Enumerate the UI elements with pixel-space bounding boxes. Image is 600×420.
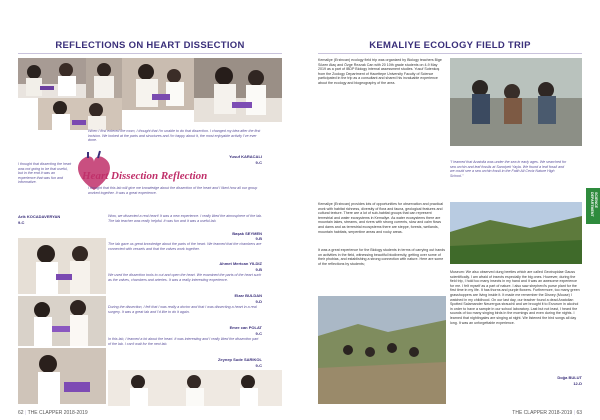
field-trip-photo-3: [318, 296, 446, 404]
right-page: [300, 0, 600, 420]
right-footer: THE CLAPPER 2018-2019 | 63: [512, 410, 582, 416]
left-footer: 62 | THE CLAPPER 2018-2019: [18, 410, 88, 416]
student-quote-3: We used the dissection tools to cut and open the heart. We examined the parts of the heart such as the valves, chambers and arteries. It was a really interesting experience.: [108, 273, 262, 282]
left-page-title: REFLECTIONS ON HEART DISSECTION: [55, 40, 245, 51]
intro-quote: When I first entered the room, I thought that I'm unable to do that dissection. I changed my idea after the first incision. We looked at the parts and structures and I'm happy about it, the most enjoyable activity I’ve ever done.: [88, 129, 261, 143]
student-quote-1-signature: Başak SEYMEN: [232, 231, 262, 236]
science-department-tab: [586, 188, 600, 224]
dissection-photo-7: [18, 296, 106, 346]
side-tab-label: SCIENCE DEPARTMENT: [590, 192, 598, 217]
student-quote-1-class: 9-B: [255, 236, 262, 241]
dissection-photo-1: [18, 58, 86, 98]
main-paragraph-1: Kemaliye (Erzincan) provides lots of opportunities for observation and practical work with habitat richness, diversity of flora and fauna, geological features and cultural texture. There are a lot of sub-habitat groups that can represent terrestrial and water ecosystems in Kemaliye. As water ecosystems there are mountain lakes, streams, and rivers with strong currents, slow and calm flows and dams and as terrestrial ecosystems there are steppe, forests, wetlands, mountain habitats, serpentine areas and rocky areas.: [318, 202, 444, 234]
heart-dissection-subhead: Heart Dissection Reflection: [82, 170, 208, 182]
right-title-banner: [318, 41, 582, 54]
field-trip-photo-2: [450, 202, 582, 264]
student-quote-4: During the dissection, I felt that I was really a doctor and that I was dissecting a heart in a real surgery. It was a great lab and I'd like to do it again.: [108, 305, 257, 314]
student-quote-5-signature: Zeynep Sude SARIKOL: [217, 357, 262, 362]
left-footer-text: THE CLAPPER 2018-2019: [27, 410, 88, 416]
intro-quote-class: 9-C: [255, 160, 262, 165]
student-quote-2-class: 9-B: [255, 267, 262, 272]
reflection-class: 12-D: [573, 381, 582, 386]
student-quote-1: Wow, we dissected a real heart! It was a new experience. I really liked the atmosphere of the lab. The lab teacher was really helpful. It was fun and it was a useful lab.: [108, 214, 263, 223]
dissection-photo-4: [194, 58, 282, 122]
student-quote-3-class: 9-D: [255, 299, 262, 304]
student-quote-5: In this lab, I learned a lot about the heart. It was interesting and I really liked the dissection part of the lab. I can't wait for the next lab.: [108, 337, 259, 346]
side-quote-class: 9-C: [18, 220, 25, 225]
intro-quote-signature: Yusuf KARACALI: [229, 154, 262, 159]
left-page-number: 62: [18, 410, 24, 416]
student-quote-2-signature: Ahmet Mertcan YILDIZ: [219, 261, 262, 266]
reflection-signature: Doğa BULUT: [557, 375, 582, 380]
dissection-photo-5: [38, 98, 122, 130]
subhead-paragraph: I thought that this lab will give me knowledge about the dissection of the heart and I liked how all our group worked together. It was a great experience.: [88, 186, 258, 195]
right-footer-text: THE CLAPPER 2018-2019: [512, 410, 573, 416]
dissection-photo-2: [86, 58, 122, 98]
dissection-photo-6: [18, 238, 106, 294]
reflection-paragraph: Museum: We also observed dung beetles which are called Geotrupidae Gauss scientifically. I am afraid of insects especially the big ones. However, during the field trip, I hold too many insects in my hand and it was an awesome experience for me. I felt myself as a part of nature. I also saw shepherd's purse plant for the first time in my life. It has thorns and purple flowers. Furthermore, too many green grasshoppers are living inside it. It made me remember the Disney (Mouse) I watched in my childhood. On our last day, our teacher found a dead Anatolian Spotted Salamander Neurergus strauchii and we brought it to Erzurum in alcohol in order to have a sample in our school laboratory. Last but not least, I heard the sounds of too many singing birds in the mornings and even during the nights. I learned that nightingales are singing at night. We listened the bird songs all day long. It was an unforgettable experience.: [450, 270, 580, 325]
left-title-banner: [18, 41, 282, 54]
right-page-number: 63: [576, 410, 582, 416]
student-quote-3-signature: Elzar BULDAN: [234, 293, 262, 298]
dissection-photo-9: [108, 370, 282, 406]
intro-paragraph: Kemaliye (Erzincan) ecology field trip was organized by Biology teachers Bige Sözen Ataç and Özge Rezzak Can with 20 10th grade students on 4-9 May 2019 as a part of IBDP Biology internal assessment studies. Yusuf Sutenkoş from the Zoology Department of Hacettepe University Faculty of Science participated in the trip as a consultant and shared his invaluable experience about the ecology and biogeography of the area.: [318, 58, 442, 85]
student-quote-2: The lab gave us great knowledge about the parts of the heart. We learned that the chambers are connected with vessels and that the valves work together.: [108, 242, 262, 251]
dissection-photo-8: [18, 348, 106, 404]
student-quote-5-class: 9-C: [255, 363, 262, 368]
student-quote-4-class: 9-C: [255, 331, 262, 336]
right-page-title: KEMALIYE ECOLOGY FIELD TRIP: [369, 40, 531, 51]
student-quote-4-signature: Emre can POLAT: [229, 325, 262, 330]
side-quote-signature: Arik KOCADAVERYAN: [18, 214, 61, 219]
side-quote: I thought that dissecting the heart was not going to be that useful, but in the end it was an experience that was fun and informative.: [18, 162, 72, 185]
field-trip-photo-1: [450, 58, 582, 146]
fossil-quote: "I learned that Anatolia was under the sea in early ages. We searched for sea urchin and leaf fossils at Sancipek Yayla. We found a leaf fossil and we could see a sea urchin fossil in the Fatih Ali Ceviz Nature High School.": [450, 160, 567, 178]
main-paragraph-2: It was a great experience for the Biology students in terms of carrying out hands on activities in the field, witnessing beautiful biodiversity, getting over some of their phobias, and establishing a strong connection with nature. Here are some of the reflections by students;: [318, 248, 446, 266]
dissection-photo-3: [122, 58, 194, 110]
